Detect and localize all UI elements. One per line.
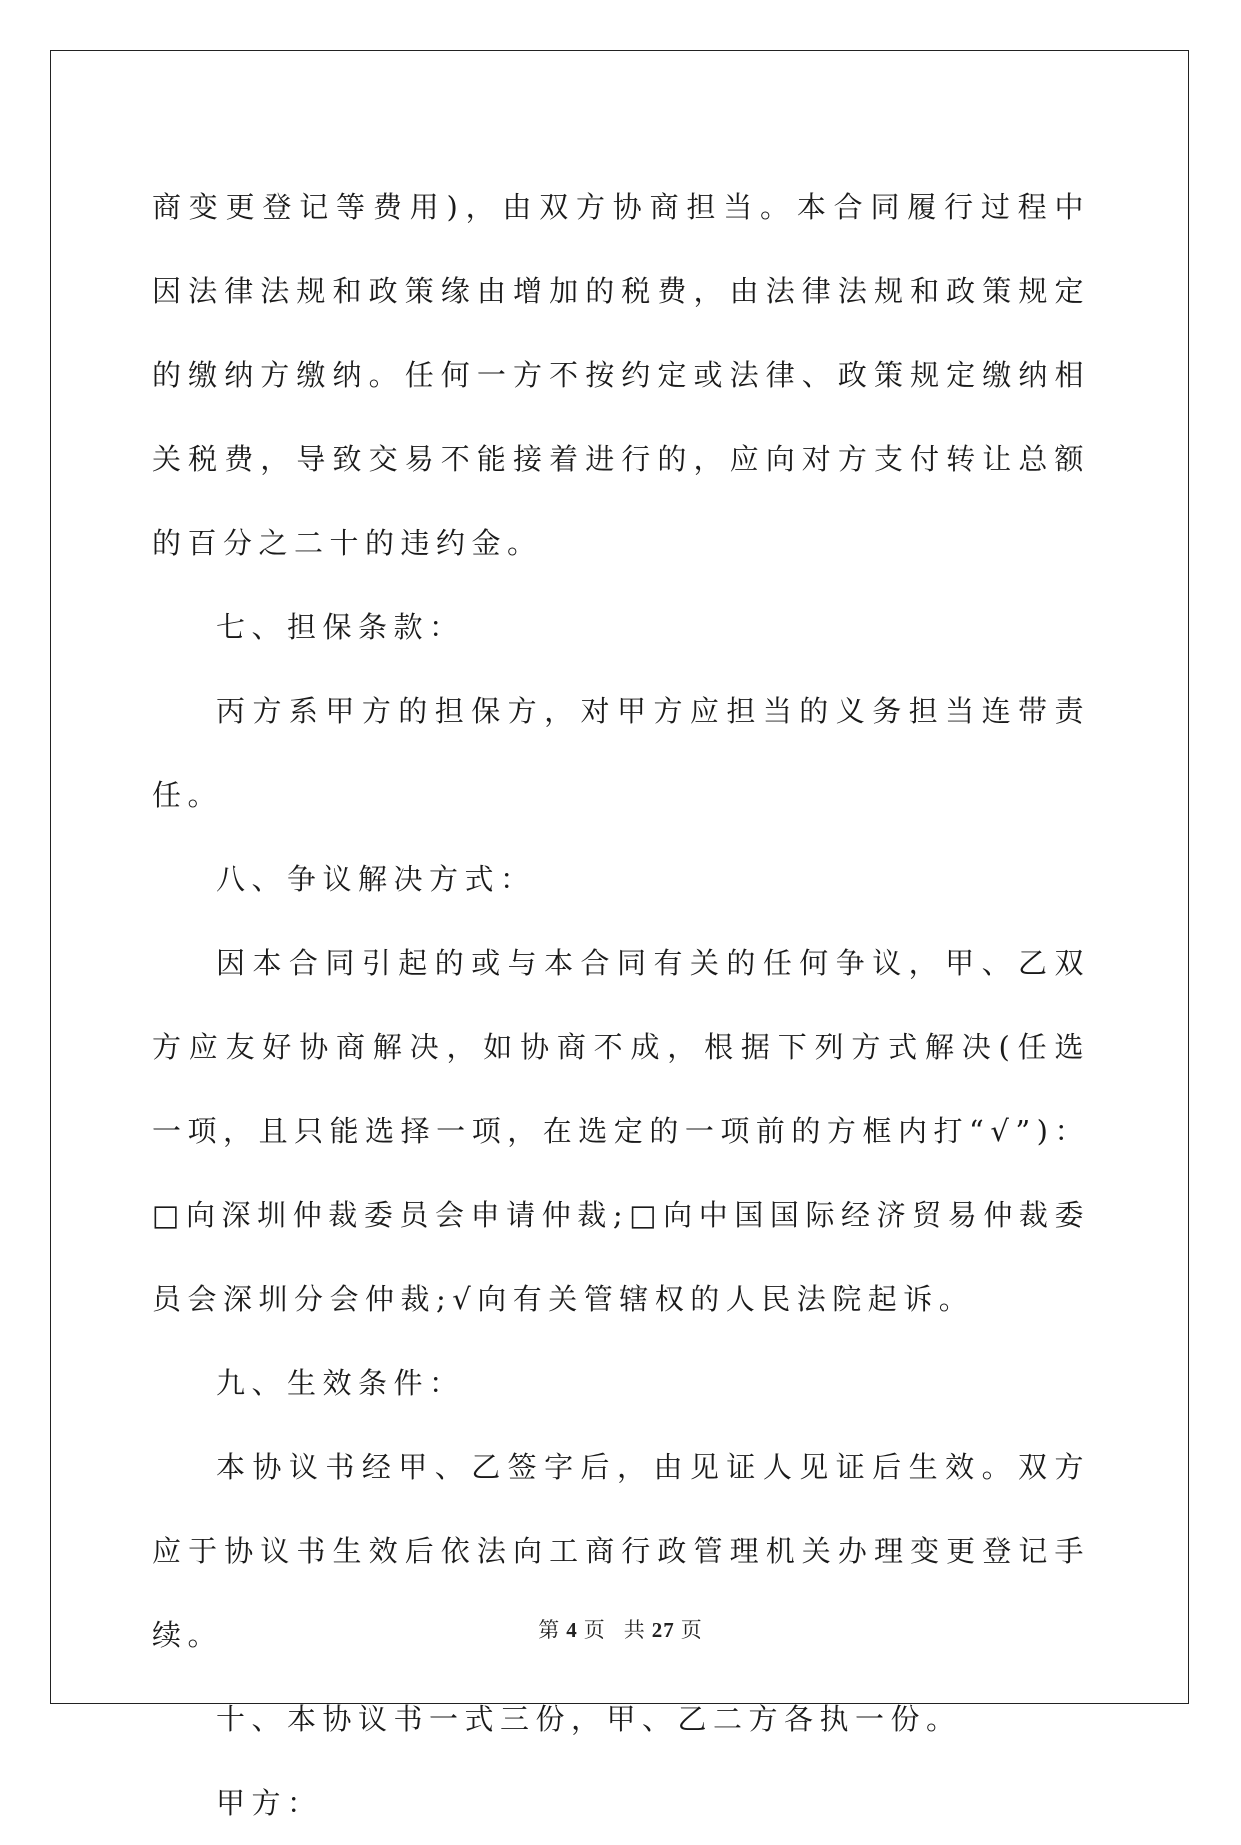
- paragraph-tax-fees: 商变更登记等费用)，由双方协商担当。本合同履行过程中因法律法规和政策缘由增加的税费，由法律法规和政策规定的缴纳方缴纳。任何一方不按约定或法律、政策规定缴纳相关税费，导致交易不能接着进行的，应向对方支付转让总额的百分之二十的违约金。: [152, 190, 1090, 560]
- heading-dispute-resolution: 八、争议解决方式：: [216, 862, 536, 896]
- paragraph-effectiveness: 本协议书经甲、乙签字后，由见证人见证后生效。双方应于协议书生效后依法向工商行政管理机关办理变更登记手续。: [152, 1450, 1090, 1652]
- paragraph-guarantor: 丙方系甲方的担保方，对甲方应担当的义务担当连带责任。: [152, 694, 1090, 812]
- footer-total-suffix: 页: [680, 1618, 703, 1642]
- party-a-signature-label: 甲方：: [216, 1786, 323, 1820]
- heading-effective-conditions: 九、生效条件：: [216, 1366, 465, 1400]
- current-page-number: 4: [566, 1618, 578, 1642]
- footer-total-prefix: 共: [623, 1618, 646, 1642]
- paragraph-copies: 十、本协议书一式三份，甲、乙二方各执一份。: [216, 1702, 962, 1736]
- heading-guarantee-clause: 七、担保条款：: [216, 610, 465, 644]
- page-footer: [0, 1614, 1241, 1644]
- paragraph-dispute-options: 因本合同引起的或与本合同有关的任何争议，甲、乙双方应友好协商解决，如协商不成，根据下列方式解决(任选一项，且只能选择一项，在选定的一项前的方框内打“√”)：□向深圳仲裁委员会申请仲裁;□向中国国际经济贸易仲裁委员会深圳分会仲裁;√向有关管辖权的人民法院起诉。: [152, 946, 1090, 1316]
- total-pages-number: 27: [651, 1618, 675, 1642]
- footer-page-word: 页: [583, 1618, 606, 1642]
- document-body: [152, 165, 1090, 1845]
- footer-prefix: 第: [538, 1618, 561, 1642]
